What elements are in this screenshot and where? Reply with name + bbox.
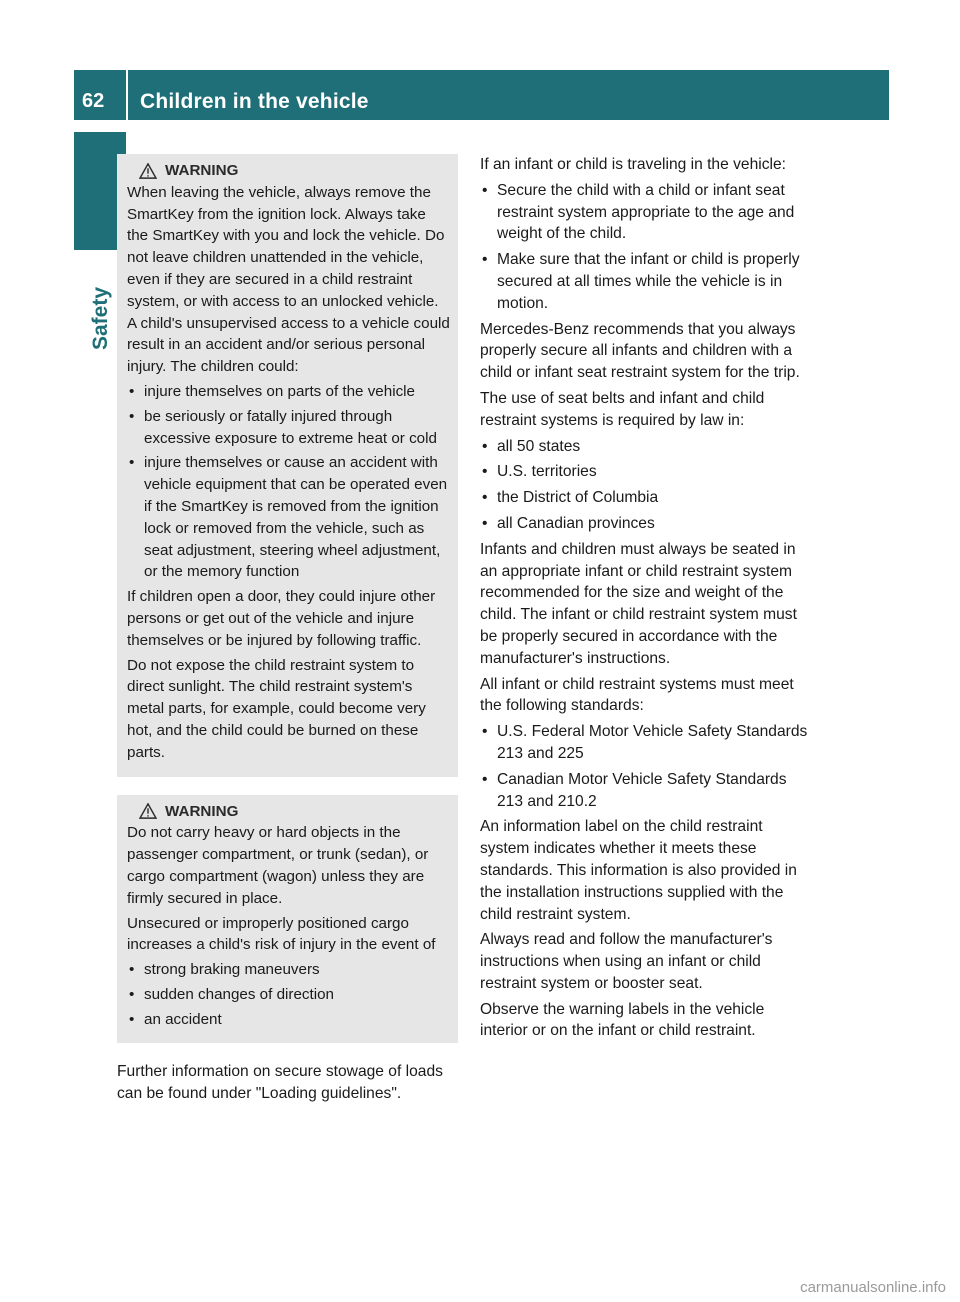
list-item: • strong braking maneuvers [127,959,450,981]
warning-paragraph: When leaving the vehicle, always remove the SmartKey from the ignition lock. Always take the SmartKey with you and lock the vehicle. Do not leave children unattended in the vehicle, even if they are secured in a child restraint system, or with access to an unlocked vehicle. A child's unsupervised access to a vehicle could result in an accident and/or serious personal injury. The children could: [127,183,450,376]
body-paragraph: Infants and children must always be seated in an appropriate infant or child restraint system recommended for the size and weight of the child. The infant or child restraint system must be properly secured in accordance with the manufacturer's instructions. [480,540,797,667]
list-item: • U.S. territories [480,461,815,483]
list-item: • sudden changes of direction [127,984,450,1006]
list-item: • Canadian Motor Vehicle Safety Standards 213 and 210.2 [480,769,815,813]
warning-box-2 [117,795,458,1044]
body-paragraph: The use of seat belts and infant and child restraint systems is required by law in: [480,389,765,429]
body-paragraph: All infant or child restraint systems must meet the following standards: [480,675,794,715]
body-paragraph: Observe the warning labels in the vehicle interior or on the infant or child restraint. [480,1000,765,1040]
warning-paragraph: If children open a door, they could injure other persons or get out of the vehicle and injure themselves or be injured by following traffic. [127,588,436,649]
bullet-list [480,180,815,315]
warning-label: WARNING [165,802,239,820]
right-column [480,154,815,1046]
warning-paragraph: Do not expose the child restraint system to direct sunlight. The child restraint system's metal parts, for example, could become very hot, and the child could be burned on these parts. [127,656,426,761]
page-header [74,70,889,120]
page-title: Children in the vehicle [140,90,369,113]
warning-paragraph: Do not carry heavy or hard objects in the passenger compartment, or trunk (sedan), or cargo compartment (wagon) unless they are firmly secured in place. [127,824,429,907]
header-divider [126,70,128,120]
watermark-link[interactable]: carmanualsonline.info [800,1279,946,1296]
list-item: • injure themselves on parts of the vehicle [127,381,450,403]
intro-paragraph: If an infant or child is traveling in the vehicle: [480,156,786,173]
body-paragraph: Mercedes-Benz recommends that you always properly secure all infants and children with a child or infant seat restraint system for the trip. [480,320,800,382]
list-item: • all Canadian provinces [480,513,815,535]
warning-list [127,959,450,1030]
warning-label: WARNING [165,162,239,179]
bullet-list [480,436,815,535]
list-item: • U.S. Federal Motor Vehicle Safety Standards 213 and 225 [480,721,815,765]
body-paragraph: An information label on the child restraint system indicates whether it meets these standards. This information is also provided in the installation instructions supplied with the child restraint system. [480,818,797,923]
warning-box-1 [117,154,458,777]
warning-paragraph: Unsecured or improperly positioned cargo increases a child's risk of injury in the event of [127,914,436,954]
bullet-list [480,721,815,812]
warning-triangle-icon [139,803,157,819]
list-item: • an accident [127,1009,450,1031]
list-item: • the District of Columbia [480,487,815,509]
page-number: 62 [82,90,105,112]
list-item: • injure themselves or cause an accident with vehicle equipment that can be operated even if the SmartKey is removed from the ignition lock or removed from the vehicle, such as seat adjustment, steering wheel adjustment, or the memory function [127,452,450,583]
further-info-paragraph: Further information on secure stowage of loads can be found under "Loading guidelines". [117,1063,443,1103]
body-paragraph: Always read and follow the manufacturer's instructions when using an infant or child restraint system or booster seat. [480,931,773,992]
left-column [117,154,458,1105]
section-label: Safety [89,286,112,350]
list-item: • Secure the child with a child or infant seat restraint system appropriate to the age and weight of the child. [480,180,815,245]
list-item: • Make sure that the infant or child is properly secured at all times while the vehicle is in motion. [480,249,815,314]
list-item: • all 50 states [480,436,815,458]
list-item: • be seriously or fatally injured through excessive exposure to extreme heat or cold [127,406,450,450]
warning-triangle-icon [139,163,157,179]
warning-heading [139,160,450,182]
warning-list [127,381,450,583]
warning-heading [139,801,450,823]
